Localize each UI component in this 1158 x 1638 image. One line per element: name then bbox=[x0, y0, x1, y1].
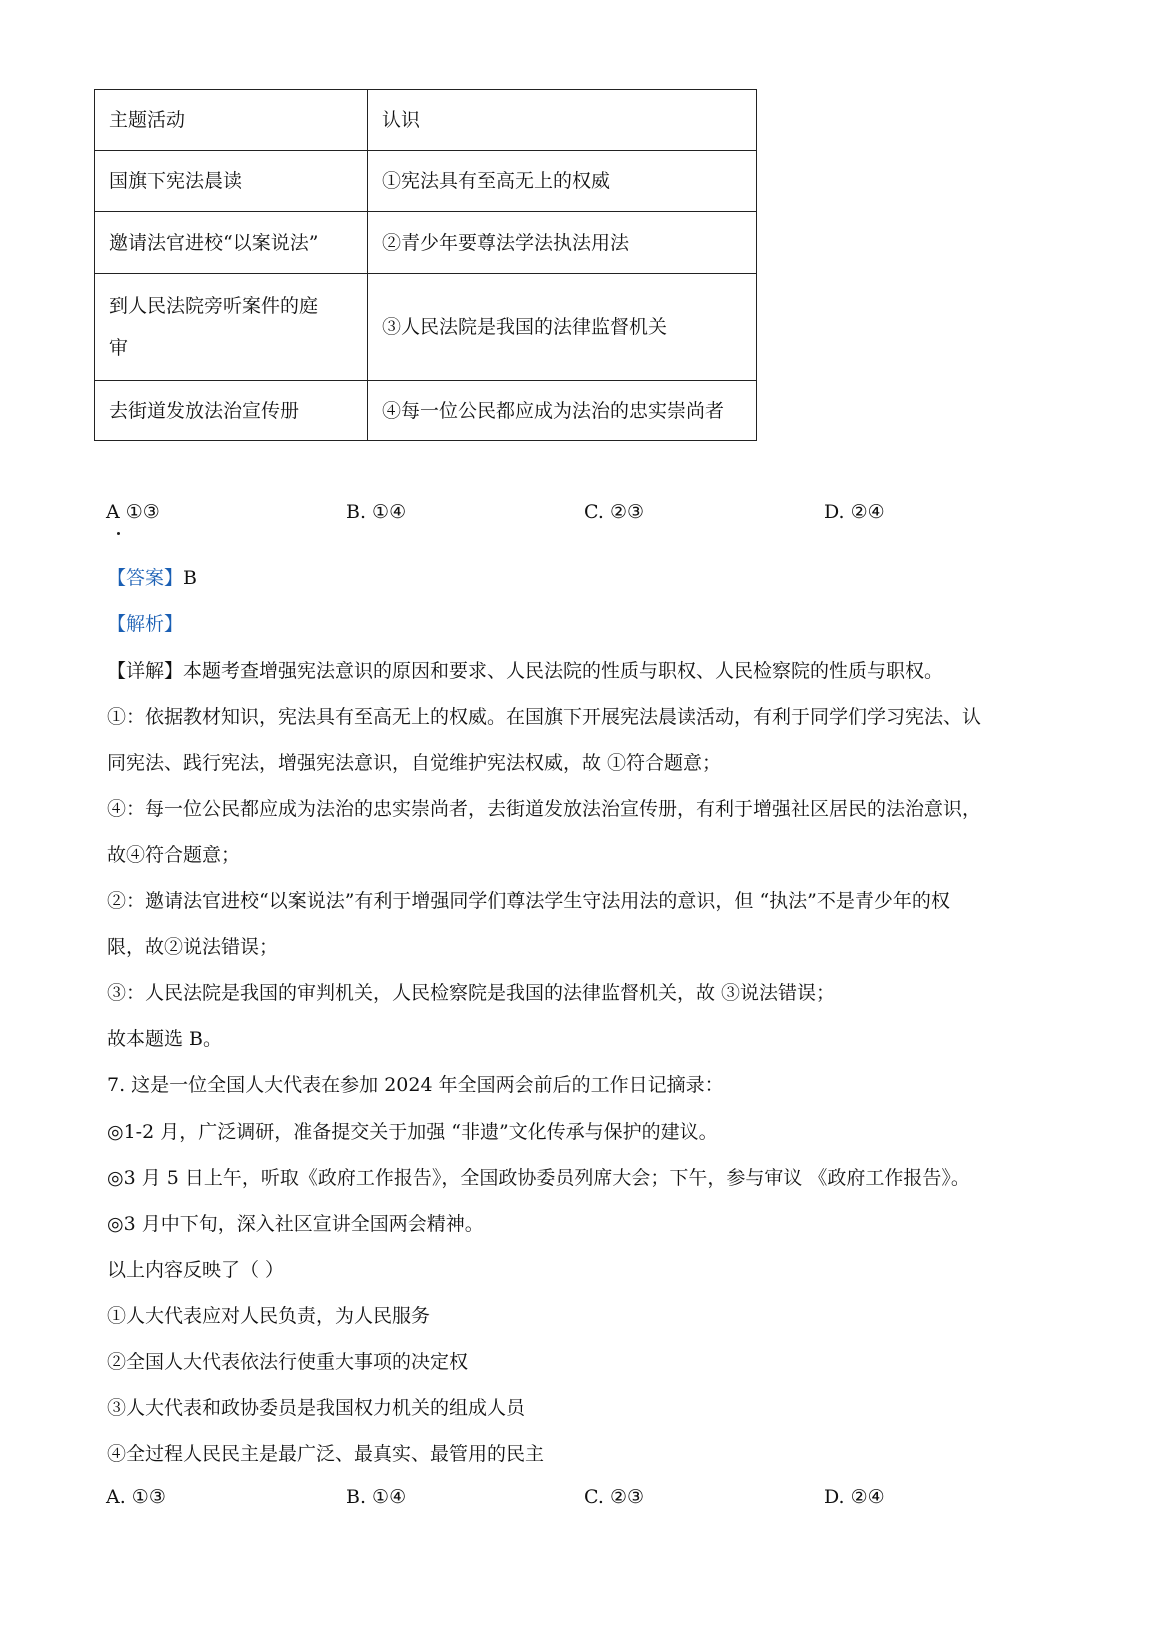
analysis-line: 【详解】本题考查增强宪法意识的原因和要求、人民法院的性质与职权、人民检察院的性质与职权。 bbox=[107, 660, 944, 682]
q6-option-c[interactable]: C. ②③ bbox=[584, 501, 645, 523]
table-cell-understanding: ③人民法院是我国的法律监督机关 bbox=[368, 274, 757, 381]
table-cell-understanding: ②青少年要尊法学法执法用法 bbox=[368, 212, 757, 274]
table-row bbox=[95, 381, 757, 441]
analysis-line: ②：邀请法官进校“以案说法”有利于增强同学们尊法学生守法用法的意识，但 “执法”不是青少年的权 bbox=[107, 890, 950, 912]
activity-table bbox=[94, 89, 757, 441]
table-cell-understanding: ④每一位公民都应成为法治的忠实崇尚者 bbox=[368, 381, 757, 441]
analysis-tag: 【解析】 bbox=[107, 613, 184, 635]
q6-option-b[interactable]: B. ①④ bbox=[346, 501, 407, 523]
analysis-line: ①：依据教材知识，宪法具有至高无上的权威。在国旗下开展宪法晨读活动，有利于同学们学习宪法、认 bbox=[107, 706, 982, 728]
q7-option-c[interactable]: C. ②③ bbox=[584, 1486, 645, 1508]
q7-option-a[interactable]: A. ①③ bbox=[106, 1486, 166, 1508]
analysis-line: ③：人民法院是我国的审判机关，人民检察院是我国的法律监督机关，故 ③说法错误； bbox=[107, 982, 836, 1004]
analysis-line: 故本题选 B。 bbox=[107, 1028, 223, 1050]
stray-dot bbox=[117, 532, 120, 535]
answer-tag: 【答案】 bbox=[107, 567, 184, 589]
table-header-row bbox=[95, 90, 757, 151]
table-row bbox=[95, 151, 757, 212]
table-row bbox=[95, 274, 757, 381]
table-cell-activity-line2: 审 bbox=[109, 337, 129, 359]
q7-diary-entry: ◎1-2 月，广泛调研，准备提交关于加强 “非遗”文化传承与保护的建议。 bbox=[107, 1121, 718, 1143]
answer-line bbox=[107, 563, 1058, 593]
table-cell-activity: 去街道发放法治宣传册 bbox=[95, 381, 368, 441]
q7-option-d[interactable]: D. ②④ bbox=[824, 1486, 885, 1508]
q7-statement: ②全国人大代表依法行使重大事项的决定权 bbox=[107, 1351, 469, 1373]
q6-option-a[interactable]: A ①③ bbox=[106, 501, 160, 523]
analysis-line: ④：每一位公民都应成为法治的忠实崇尚者，去街道发放法治宣传册，有利于增强社区居民的法治意识， bbox=[107, 798, 982, 820]
table-cell-activity: 邀请法官进校“以案说法” bbox=[95, 212, 368, 274]
table-header-understanding: 认识 bbox=[368, 90, 757, 151]
answer-value: B bbox=[183, 567, 197, 589]
table-cell-activity bbox=[95, 274, 368, 381]
q7-option-b[interactable]: B. ①④ bbox=[346, 1486, 407, 1508]
q7-statement: ③人大代表和政协委员是我国权力机关的组成人员 bbox=[107, 1397, 526, 1419]
analysis-line: 故④符合题意； bbox=[107, 844, 241, 866]
table-cell-activity: 国旗下宪法晨读 bbox=[95, 151, 368, 212]
analysis-line: 限，故②说法错误； bbox=[107, 936, 279, 958]
table-cell-understanding: ①宪法具有至高无上的权威 bbox=[368, 151, 757, 212]
q7-stem: 7. 这是一位全国人大代表在参加 2024 年全国两会前后的工作日记摘录： bbox=[107, 1074, 724, 1096]
table-cell-activity-line1: 到人民法院旁听案件的庭 bbox=[109, 295, 319, 317]
q7-prompt: 以上内容反映了（ ） bbox=[107, 1259, 285, 1281]
q7-statement: ④全过程人民民主是最广泛、最真实、最管用的民主 bbox=[107, 1443, 545, 1465]
q7-diary-entry: ◎3 月 5 日上午，听取《政府工作报告》，全国政协委员列席大会；下午，参与审议 《政府工作报告》。 bbox=[107, 1167, 970, 1189]
q6-option-d[interactable]: D. ②④ bbox=[824, 501, 885, 523]
q7-statement: ①人大代表应对人民负责，为人民服务 bbox=[107, 1305, 431, 1327]
q7-diary-entry: ◎3 月中下旬，深入社区宣讲全国两会精神。 bbox=[107, 1213, 484, 1235]
analysis-line: 同宪法、践行宪法，增强宪法意识，自觉维护宪法权威，故 ①符合题意； bbox=[107, 752, 722, 774]
table-row bbox=[95, 212, 757, 274]
table-header-activity: 主题活动 bbox=[95, 90, 368, 151]
